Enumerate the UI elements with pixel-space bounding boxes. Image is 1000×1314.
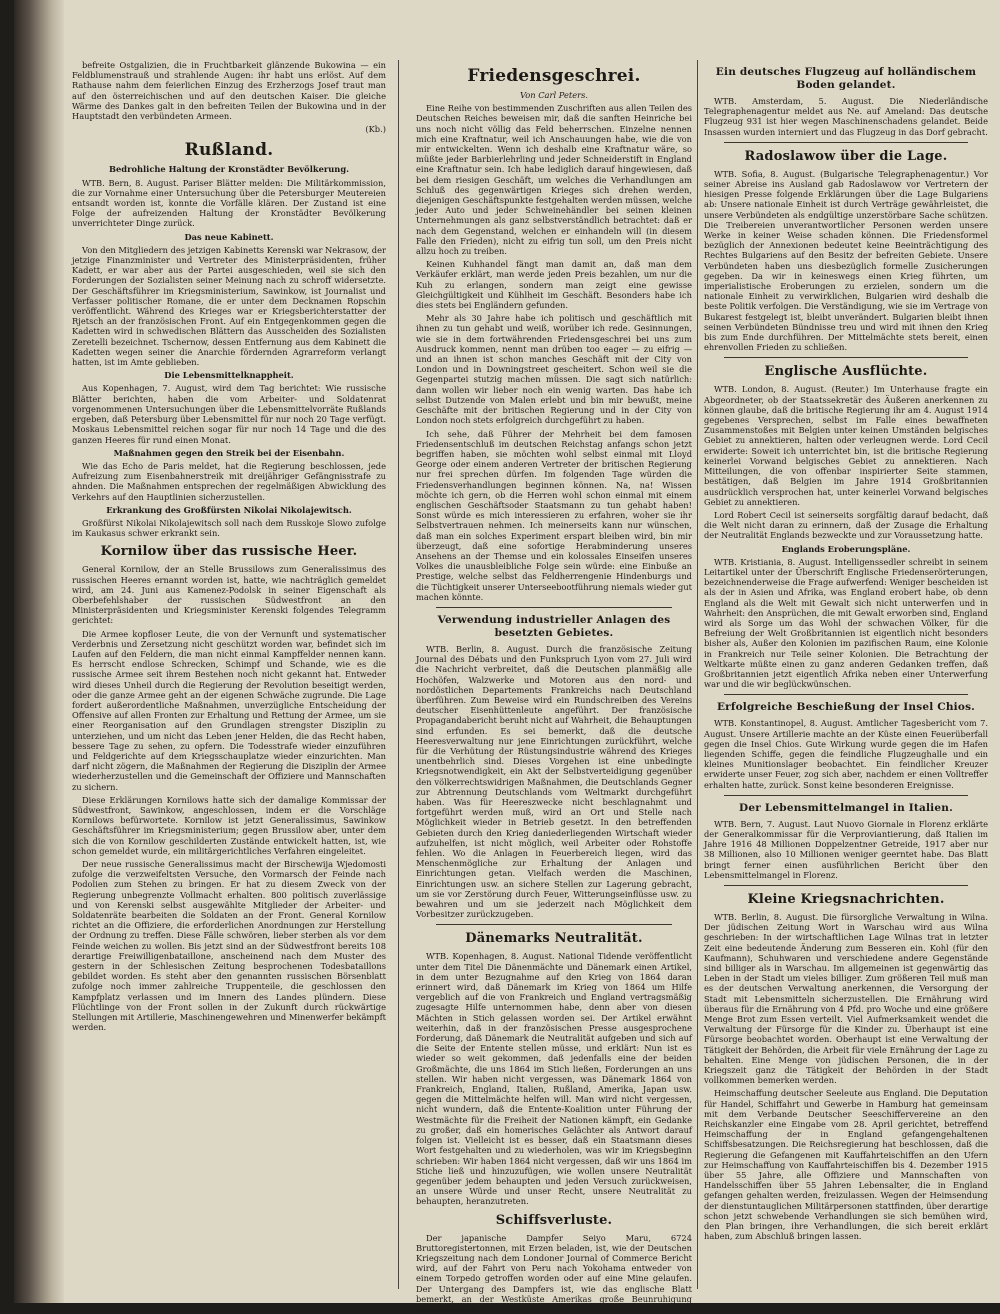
subheadline: Die Lebensmittelknappheit. [164,370,294,381]
article-text: WTB. Berlin, 8. August. Durch die französische Zeitung Journal des Débats und den Funkspruch Lyon vom 27. Juli wird die Nachricht verbreitet, daß die Deutschen planmäßig alle Hochöfen, Walzwerke und Motoren aus den nord- und nordöstlichen Departements Frankreichs nach Deutschland überführen. Zum Beweise wird ein Rundschreiben des Vereins deutscher Eisenhüttenleute angeführt. Der französische Propagandabericht beruht nicht auf Wahrheit, die Behauptungen sind erfunden. Es sei bemerkt, daß die deutsche Heeresverwaltung nur jene Einrichtungen zurückführt, welche für die Verhütung der Rüstungsindustrie während des Krieges unentbehrlich sind. Dieses Vorgehen ist eine unbedingte Kriegsnotwendigkeit, ein Akt der Selbstverteidigung gegenüber den völkerrechtswidrigen Maßnahmen, die Deutschlands Gegner zur Abtrennung Deutschlands vom Weltmarkt durchgeführt haben. Was für Heereszwecke nicht beschlagnahmt und fortgeführt werden muß, wird an Ort und Stelle nach Möglichkeit wieder in Betrieb gesetzt. In den betreffenden Gebieten durch den Krieg daniederliegenden Wirtschaft wieder aufzuhelfen, ist nicht möglich, weil Arbeiter oder Rohstoffe fehlen. Wo die Anlagen in Feuerbereich liegen, wird das Menschenmögliche zur Erhaltung der Anlagen und Einrichtungen getan. Vielfach werden die Maschinen, Einrichtungen usw. an sichere Stellen zur Lagerung gebracht, um sie vor Zerstörung durch Feuer, Witterungseinflüsse usw. zu bewahren und um sie jederzeit nach Möglichkeit dem Vorbesitzer zurückzugeben. [416,643,692,920]
headline: Ein deutsches Flugzeug auf holländischem Boden gelandet. [715,66,977,91]
headline: Radoslawow über die Lage. [744,148,948,164]
signature: (Kb.) [365,124,386,135]
headline: Kleine Kriegsnachrichten. [747,892,945,907]
article-text: WTB. Amsterdam, 5. August. Die Niederländische Telegraphenagentur meldet aus Ne. auf Ameland: Das deutsche Flugzeug 931 ist hier wegen Maschinenschadens gelandet. Beide Insassen wurden interniert und das Flugzeug in das Dorf gebracht. [704,96,988,137]
article-text: Diese Erklärungen Kornilows hatte sich der damalige Kommissar der Südwestfront, Sawinkow, angeschlossen, indem er die Vorschläge Kornilows befürwortete. Kornilow ist jetzt Generalissimus, Sawinkow Geschäftsführer im Kriegsministerium; gegen Brussilow aber, unter dem sich die von Kornilow geschilderten Zustände entwickelt hatten, ist, wie schon gemeldet wurde, ein militärgerichtliches Verfahren eingeleitet. [72,794,386,856]
subheadline: Bedrohliche Haltung der Kronstädter Bevölkerung. [108,164,350,175]
article-text: WTB. Kopenhagen, 8. August. National Tidende veröffentlicht unter dem Titel Die Dänenmächte und Dänemark einen Artikel, in dem unter Bezugnahme auf den Krieg von 1864 daran erinnert wird, daß Dänemark im Krieg von 1864 um Hilfe vergeblich auf die von Frankreich und England vertragsmäßig zugesagte Hilfe unternommen habe, denn aber von diesen Mächten in Stich gelassen worden sei. Der Artikel erwähnt weiterhin, daß in der französischen Presse ausgesprochene Forderung, daß Dänemark die Neutralität aufgeben und sich auf die Seite der Entente stellen müsse, und erklärt: Nun ist es wieder so weit gekommen, daß jedenfalls eine der beiden Großmächte, die uns 1864 im Stich ließen, Forderungen an uns stellen. Wir haben nicht vergessen, was Dänemark 1864 von Frankreich, England, Italien, Rußland, Amerika, Japan usw. gegen die Mittelmächte helfen will. Man wird nicht vergessen, nicht wundern, daß die Entente-Koalition unter Führung der Westmächte für die Freiheit der Nationen kämpft, ein Gedanke zu großer, daß ein homerisches Gelächter als Antwort darauf folgen ist. Vielleicht ist es besser, daß ein Staatsmann dieses Wort festgehalten und zu wiederholen, was wir im Kriegsbeginn schrieben: Wir haben 1864 nicht vergessen, daß wir uns 1864 im Stiche ließ und hinzuzufügen, wie wollen unsere Neutralität gegenüber jedem behaupten und jeden Versuch zurückweisen, an unsere Würde und unser Recht, unsere Neutralität zu behaupten, heranzutreten. [416,951,692,1207]
headline: Der Lebensmittelmangel in Italien. [739,801,953,814]
article-text: Heimschaffung deutscher Seeleute aus England. Die Deputation für Handel, Schiffahrt und Gewerbe in Hamburg hat gemeinsam mit dem Verbande Deutscher Seeschiffervereine an den Reichskanzler eine Eingabe vom 28. April gerichtet, betreffend Heimschaffung der in England gefangengehaltenen Schiffsbesatzungen. Die Reichsregierung hat beschlossen, daß die Regierung die Gefangenen mit Kauffahrteischiffen an den Ufern zur Heimschaffung von Kauffahrteischiffen bis 4. Dezember 1915 über 55 Jahre, alle Offiziere und Mannschaften von Handelsschiffen über 55 Jahren Lebensalter, die in England gefangen gehalten werden, freizulassen. Wegen der Heimsendung der dienstuntauglichen Militärpersonen stattfinden, über derartige schon jetzt schwebende Verhandlungen sie sich bemühen wird, den Plan bringen, ihre Verhandlungen, die sich bereit erklärt haben, zum Abschluß bringen lassen. [704,1088,988,1242]
subheadline: Englands Eroberungspläne. [781,543,911,554]
column-left [72,60,386,1291]
article-text: Die Armee kopfloser Leute, die von der Vernunft und systematischer Verderbnis und Zersetzung nicht geschützt worden war, befindet sich im Laufen auf den Feldern, die man nicht einmal Kampffelder nennen kann. Es herrscht endlose Schrecken, Schimpf und Schande, wie es die russische Armee seit ihrem Bestehen noch nicht gekannt hat. Entweder wird dieses Unheil durch die Regierung der Revolution beseitigt werden, oder die ganze Armee geht an der eigenen Schwäche zugrunde. Die Lage fordert außerordentliche Maßnahmen, unverzügliche Entscheidung der Offensive auf allen Fronten zur Erhaltung und Rettung der Armee, um sie einer Reorganisation auf den Grundlagen strengster Disziplin zu unterziehen, und um nicht das Leben jener Helden, die das Recht haben, bessere Tage zu sehen, zu opfern. Die Todesstrafe wieder einzuführen und Feldgerichte auf dem Kriegsschauplatze wieder einzurichten. Man darf nicht zögern, die Maßnahmen der Regierung die Disziplin der Armee wiederherzustellen und die Gemeinschaft der Offiziere und Mannschaften zu sichern. [72,628,386,792]
newspaper-page [14,0,1000,1314]
headline: Schiffsverluste. [495,1212,613,1228]
article-text: WTB. London, 8. August. (Reuter.) Im Unterhause fragte ein Abgeordneter, ob der Staatssekretär des Äußeren anerkennen zu können glaube, daß die britische Regierung ihr am 4. August 1914 gegebenes Versprechen, selbst im Falle eines bewaffneten Zusammenstoßes mit Belgien unter keinen Umständen belgisches Gebiet zu annektieren, halten oder verleugnen werde. Lord Cecil erwiderte: Soweit ich unterrichtet bin, ist die britische Regierung keinerlei Vorwand belgisches Gebiet zu annektieren. Nach Mitteilungen, die von offenbar inspirierter Seite stammen, bestätigen, daß Belgien im Jahre 1914 Großbritannien ausdrücklich versprochen hat, unter keinerlei Vorwand belgisches Gebiet zu annektieren. [704,384,988,507]
article-text: Der neue russische Generalissimus macht der Birschewija Wjedomosti zufolge die verzweifeltsten Versuche, den Vormarsch der Feinde nach Podolien zum Stehen zu bringen. Er hat zu diesem Zweck von der Regierung unbegrenzte Vollmacht erhalten. 800 politisch zuverlässige und von Kerenski selbst ausgewählte Mitglieder der Arbeiter- und Soldatenräte bearbeiten die Soldaten an der Front. General Kornilow richtet an die Offiziere, die erforderlichen Anordnungen zur Herstellung der Ordnung zu treffen. Diese Fälle schwören, lieber sterben als vor dem Feinde weichen zu wollen. Bis jetzt sind an der Südwestfront bereits 108 derartige Freiwilligenbataillone, anscheinend nach dem Muster des gestern in der Schlesischen Zeitung besprochenen Todesbataillons gebildet worden. Es steht aber den genannten russischen Börsenblatt zufolge noch immer zahlreiche Truppenteile, die geschlossen den Kampfplatz verlassen und im Innern des Landes plündern. Diese Flüchtlinge von der Front sollen in der Zukunft durch rückwärtige Stellungen mit Artillerie, Maschinengewehren und Minenwerfer bekämpft werden. [72,859,386,1033]
article-text: WTB. Bern, 8. August. Pariser Blätter melden: Die Militärkommission, die zur Vornahme einer Untersuchung über die Petersburger Meutereien entsandt worden ist, konnte die Vorfälle klären. Der Zustand ist eine Folge der aufreizenden Haltung der Kronstädter Bevölkerung unverrichteter Dinge zurück. [72,177,386,229]
article-text: Eine Reihe von bestimmenden Zuschriften aus allen Teilen des Deutschen Reiches beweisen mir, daß die sanften Heinriche bei uns noch nicht völlig das Feld beherrschen. Einzelne nennen mich eine Kraftnatur, weil ich Anschauungen habe, wie die von mir entwickelten. Wenn ich deshalb eine Kraftnatur wäre, so müßte jeder Barbierlehrling und jeder Schneiderstift in England eine Kraftnatur sein. Ich habe lediglich darauf hingewiesen, daß bei dem riesigen Geschäft, um welches die Verhandlungen am Schluß des gegenwärtigen Krieges sich drehen werden, diejenigen Geschäftspunkte festgehalten werden müssen, welche jeder Auto und jeder Schweinehändler bei seinen kleinen Unternehmungen als ganz selbstverständlich betrachtet: daß er nach dem Gegenstand, welchen er einhandeln will (in diesem Falle den Frieden), nicht zu eifrig tun soll, um den Preis nicht allzu hoch zu treiben. [416,103,692,257]
divider [724,885,968,886]
article-text: Der japanische Dampfer Seiyo Maru, 6724 Bruttoregistertonnen, mit Erzen beladen, ist, wie der Deutschen Kriegszeitung nach dem Londoner Journal of Commerce Bericht wird, auf der Fahrt von Peru nach Yokohama entweder von einem Torpedo getroffen worden oder auf eine Mine gelaufen. Der Untergang des Dampfers ist, wie das englische Blatt bemerkt, an der Westküste Amerikas große Beunruhigung hervorgerufen. [416,1232,692,1314]
column-rule [398,60,399,1289]
article-text: befreite Ostgalizien, die in Fruchtbarkeit glänzende Bukowina — ein Feldblumenstrauß und strahlende Augen: ihr habt uns erlöst. Auf dem Rathause nahm dem feierlichen Einzug des Erzherzogs Josef traut man auf den österreichischen und auf den deutschen Kaiser. Die gleiche Wärme des Dankes galt in den befreiten Teilen der Bukowina und in der Hauptstadt den verbündeten Armeen. [72,60,386,122]
headline: Dänemarks Neutralität. [465,931,643,947]
column-rule [697,60,698,1289]
headline: Erfolgreiche Beschießung der Insel Chios. [716,701,976,714]
article-text: WTB. Berlin, 8. August. Die fürsorgliche Verwaltung in Wilna. Der jüdischen Zeitung Wort in Warschau wird aus Wilna geschrieben: In der wirtschaftlichen Lage Wilnas trat in letzter Zeit eine bedeutende Änderung zum Besseren ein. Kohl (für den Kaufmann), Schuhwaren und verschiedene andere Gegenstände sind billiger als in Warschau. Im allgemeinen ist gegenwärtig das Leben in der Stadt um vieles billiger. Zum größeren Teil muß man es der deutschen Verwaltung anerkennen, die Versorgung der Stadt mit Lebensmitteln sicherzustellen. Die Ernährung wird überaus für die Ernährung von 4 Pfd. pro Woche und eine größere Menge Brot zum Essen verteilt. Viel Aufmerksamkeit wendet die Verwaltung der Fürsorge für die Kinder zu. Überhaupt ist eine Fürsorge beobachtet worden. Oberhaupt ist eine Verwaltung der Tätigkeit der Behörden, die Arbeit für viele Ernährung der Lage zu behalten. Eine Menge von jüdischen Personen, die in der Kriegszeit ganz die Tätigkeit der Behörden in der Stadt vollkommen bemerken werden. [704,912,988,1086]
article-text: Aus Kopenhagen, 7. August, wird dem Tag berichtet: Wie russische Blätter berichten, haben die vom Arbeiter- und Soldatenrat vorgenommenen Untersuchungen über die Lebensmittelvorräte Rußlands ergeben, daß Petersburg über Lebensmittel für nur noch 20 Tage verfügt. Moskaus Lebensmittel reichen sogar für nur noch 14 Tage und die des ganzen Heeres für rund einen Monat. [72,383,386,445]
divider [436,924,672,925]
article-text: WTB. Sofia, 8. August. (Bulgarische Telegraphenagentur.) Vor seiner Abreise ins Ausland gab Radoslawow vor Vertretern der hiesigen Presse folgende Erklärungen über die Lage Bulgariens ab: Unsere nationale Einheit ist durch Verträge gewährleistet, die unsere Verbündeten als endgültige unzerstörbare Sache schützen. Die Treibereien unverantwortlicher Personen werden unsere Werke in keiner Weise schaden können. Die Friedensformel bezüglich der Annexionen bedeutet keine Beeinträchtigung des Rechtes Bulgariens auf den Besitz der befreiten Gebiete. Unsere Verbündeten haben uns diesbezüglich formelle Zusicherungen gegeben. Da wir in keineswegs einen Krieg führten, um imperialistische Eroberungen zu erzielen, sondern um die nationale Einheit zu verwirklichen, Bulgarien wird deshalb die beste Politik verfolgen. Die Verständigung, wie sie im Vertrage von Bukarest festgelegt ist, bleibt unverändert. Bulgarien bleibt ihnen seinen Verbündeten Bündnisse treu und wird mit ihnen den Krieg bis zum Ende durchführen. Der Mittelmächte stets bereit, einen ehrenvollen Frieden zu schließen. [704,168,988,353]
article-text: Keinen Kuhhandel fängt man damit an, daß man dem Verkäufer erklärt, man werde jeden Preis bezahlen, um nur die Kuh zu erlangen, sondern man zeigt eine gewisse Gleichgültigkeit und Kühlheit im Geschäft. Besonders habe ich dies stets bei Engländern gefunden. [416,259,692,311]
article-text: General Kornilow, der an Stelle Brussilows zum Generalissimus des russischen Heeres ernannt worden ist, hatte, wie nachträglich gemeldet wird, am 24. Juni aus Kamenez-Podolsk in seiner Eigenschaft als Oberbefehlshaber der russischen Südwestfront an den Ministerpräsidenten und Kriegsminister Kerenski folgendes Telegramm gerichtet: [72,564,386,626]
article-text: Großfürst Nikolai Nikolajewitsch soll nach dem Russkoje Slowo zufolge im Kaukasus schwer erkrankt sein. [72,517,386,539]
headline: Verwendung industrieller Anlagen des besetzten Gebietes. [437,613,671,639]
subheadline: Erkrankung des Großfürsten Nikolai Nikolajewitsch. [106,504,352,515]
divider [724,357,968,358]
divider [436,607,672,608]
article-text: WTB. Konstantinopel, 8. August. Amtlicher Tagesbericht vom 7. August. Unsere Artillerie machte an der Küste einen Feuerüberfall gegen die Insel Chios. Gute Wirkung wurde gegen die im Hafen liegenden Schiffe, gegen die feindliche Flugzeughalle und ein kleines Munitionslager beobachtet. Ein feindlicher Kreuzer erwiderte unser Feuer, zog sich aber, nachdem er einen Volltreffer erhalten hatte, zurück. Sonst keine besonderen Ereignisse. [704,718,988,790]
article-text: WTB. Kristiania, 8. August. Intelligenssedler schreibt in seinem Leitartikel unter der Überschrift Englische Friedenserörterungen, bezeichnenderweise die Frage aufwerfend: Weniger bescheiden ist als der in Asien und Afrika, was England erobert habe, ob denn England als die Welt mit Gewalt sich nicht unterwerfen und in Wahrheit: den Ansprüchen, die mit Gewalt erworben sind, England wird als Sorge um das Wohl der schwachen Völker, für die Befreiung der Welt Großbritannien ist eigentlich nicht besonders bisher als, Außer den Kolonien im pazifischen Raum, eine Kolonie in Frankreich nur Teile seiner Kolonien. Die Betrachtung der Weltkarte müßte einen zu ganz anderen Gedanken treffen, daß Großbritannien jetzt eigentlich Afrika neben einer Unterwerfung war und die wir beglückwünschen. [704,556,988,690]
divider [724,795,968,796]
headline: Kornilow über das russische Heer. [100,544,358,560]
article-text: WTB. Bern, 7. August. Laut Nuovo Giornale in Florenz erklärte der Generalkommissar für die Verproviantierung, daß Italien im Jahre 1916 48 Millionen Doppelzentner Getreide, 1917 aber nur 38 Millionen, also 10 Millionen weniger geerntet habe. Das Blatt bringt ferner einen ausführlichen Bericht über den Lebensmittelmangel in Florenz. [704,818,988,880]
headline: Rußland. [184,140,274,161]
subheadline: Maßnahmen gegen den Streik bei der Eisenbahn. [113,447,345,458]
headline: Englische Ausflüchte. [764,364,928,380]
byline: Von Carl Peters. [520,90,588,100]
article-text: Von den Mitgliedern des jetzigen Kabinetts Kerenski war Nekrasow, der jetzige Finanzminister und Vertreter des Ministerpräsidenten, früher Kadett, er war aber aus der Partei ausgeschieden, weil sie sich den Forderungen der Sozialisten seiner Meinung nach zu schroff widersetzte. Der Geschäftsführer im Kriegsministerium, Sawinkow, ist Journalist und Verfasser politischer Romane, die er unter dem Decknamen Ropschin veröffentlicht. Während des Krieges war er Kriegsberichterstatter der Rjetsch an der französischen Front. Auf ein Entgegenkommen gegen die Kadetten wird in schwedischen Blättern das Ausscheiden des Sozialisten Zeretelli bezeichnet. Tschernow, dessen Entfernung aus dem Kabinett die Kadetten wegen seiner die Anarchie fördernden Agrarreform verlangt hatten, ist im Amte geblieben. [72,244,386,368]
article-text: Wie das Echo de Paris meldet, hat die Regierung beschlossen, jede Aufreizung zum Eisenbahnerstreik mit dreijähriger Gefängnisstrafe zu ahnden. Die Maßnahmen entsprechen der regelmäßigen Abwicklung des Verkehrs auf den Hauptlinien sicherzustellen. [72,460,386,502]
divider [724,142,968,143]
article-text: Mehr als 30 Jahre habe ich politisch und geschäftlich mit ihnen zu tun gehabt und weiß, worüber ich rede. Gesinnungen, wie sie in dem fortwährenden Friedensgeschrei bei uns zum Ausdruck kommen, nennt man drüben too eager — zu eifrig — und an ihnen ist schon manches Geschäft mit der City von London und in Downingstreet gescheitert. Schon weil sie die Gegenpartei stutzig machen müssen. Die sagt sich natürlich: dann wollen wir lieber noch ein wenig warten. Das habe ich selbst Dutzende von Malen erlebt und bin mir bewußt, meine Geschäfte mit der britischen Regierung und in der City von London noch stets erfolgreich durchgeführt zu haben. [416,313,692,426]
subheadline: Das neue Kabinett. [184,231,274,242]
headline: Friedensgeschrei. [467,66,641,86]
article-text: Lord Robert Cecil ist seinerseits sorgfältig darauf bedacht, daß die Welt nicht daran zu erinnern, daß der Zusage die Erhaltung der Neutralität Englands bezweckte und zur Voraussetzung hatte. [704,509,988,541]
book-binding [14,0,64,1303]
divider [724,694,968,695]
column-right [704,60,988,1291]
column-middle [416,60,692,1314]
article-text: Ich sehe, daß Führer der Mehrheit bei dem famosen Friedensentschluß im deutschen Reichstag anfangs schon jetzt begriffen haben, sie möchten wohl selbst einmal mit Lloyd George oder einem anderen Vertreter der britischen Regierung nur frei sprechen dürfen. Im folgenden Tage würden die Friedensverhandlungen beginnen können. Na, na! Wissen möchte ich gern, ob die Herren wohl schon einmal mit einem englischen Geschäftsoder Staatsmann zu tun gehabt haben! Sonst würde es mich interessieren zu erfahren, woher sie ihr Selbstvertrauen nehmen. Ich meinerseits kann nur wünschen, daß man ein solches Experiment erspart bleiben wird, bin mir überzeugt, daß eine sofortige Herabminderung unseres Ansehens an der Themse und ein kolossales Einseifen unseres Volkes die unausbleibliche Folge sein würde: eine Einbuße an Prestige, welche selbst das Feldherrengenie Hindenburgs und die Tüchtigkeit unserer Unterseebootführung niemals wieder gut machen könnte. [416,428,692,602]
